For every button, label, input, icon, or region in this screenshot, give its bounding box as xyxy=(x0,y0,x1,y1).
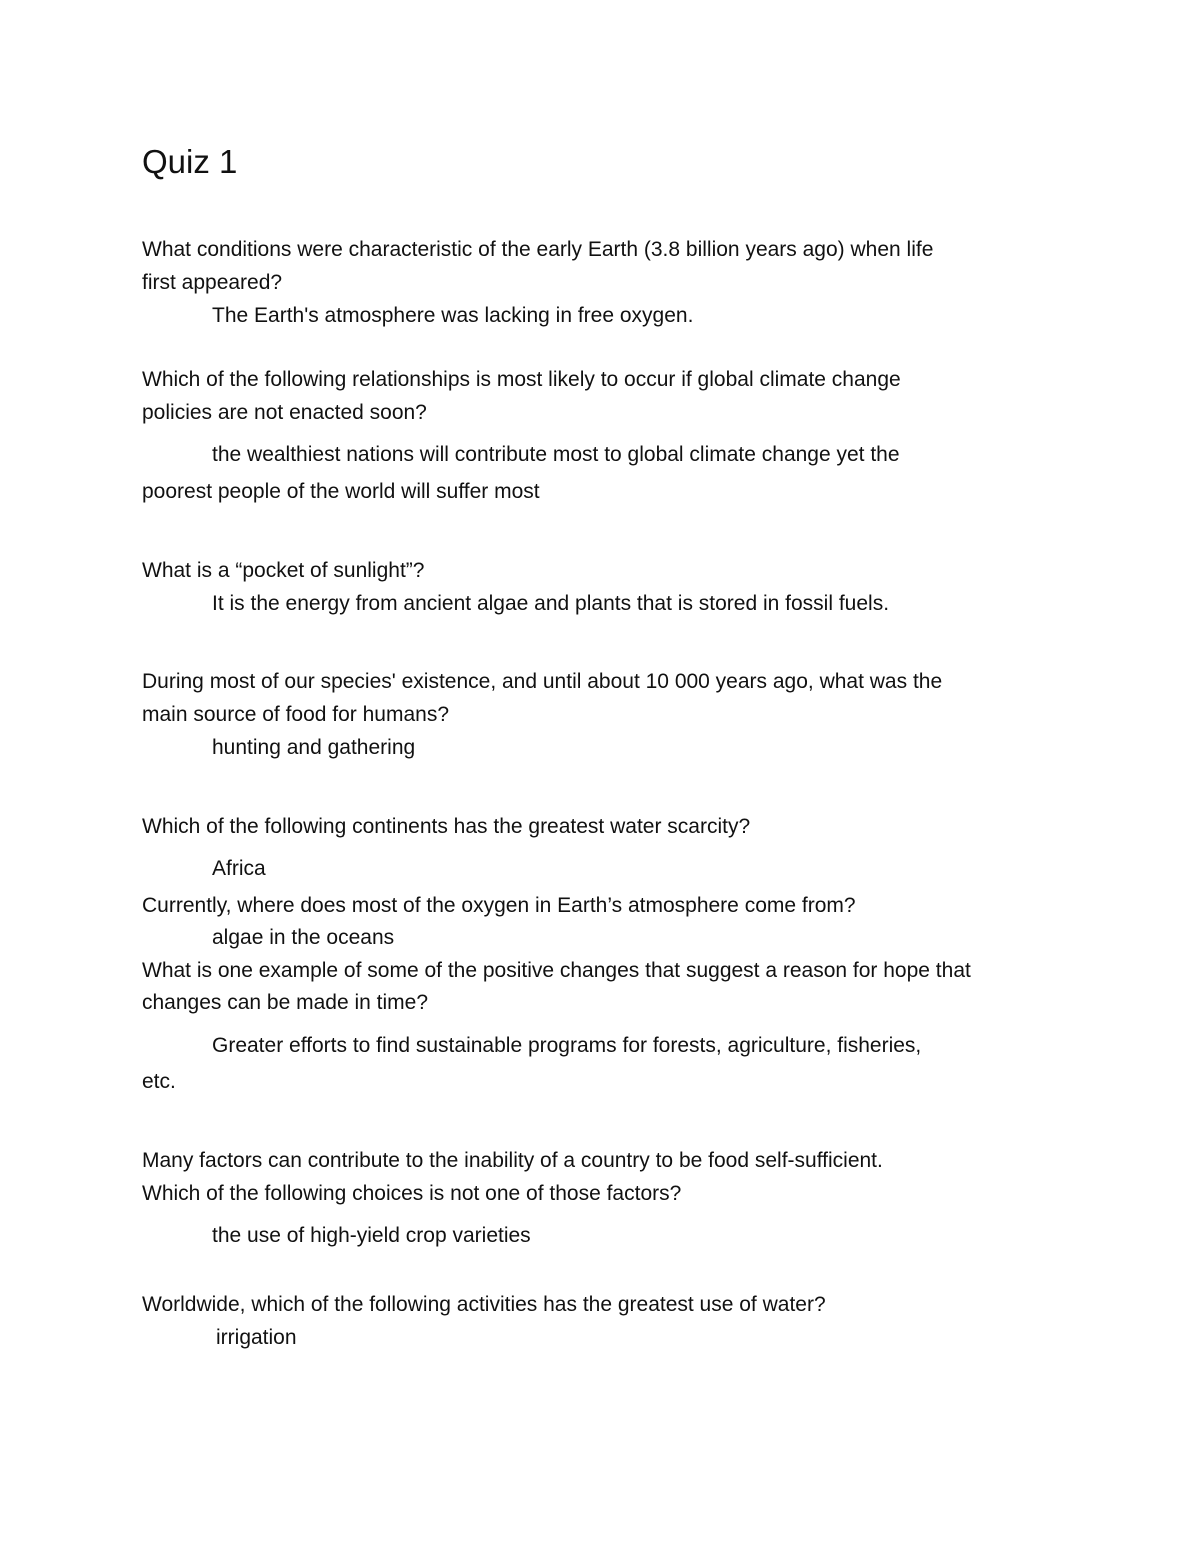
page-title: Quiz 1 xyxy=(142,143,238,180)
question-4-line-1: During most of our species' existence, and until about 10 000 years ago, what was the xyxy=(142,670,943,693)
answer-9: irrigation xyxy=(216,1326,297,1349)
answer-7-line-2: etc. xyxy=(142,1070,176,1093)
question-7-line-2: changes can be made in time? xyxy=(142,991,429,1014)
question-8-line-1: Many factors can contribute to the inability of a country to be food self-sufficient. xyxy=(142,1149,883,1172)
answer-2-line-2: poorest people of the world will suffer most xyxy=(142,480,540,503)
answer-1: The Earth's atmosphere was lacking in free oxygen. xyxy=(212,304,694,327)
answer-5: Africa xyxy=(212,857,266,880)
question-4-line-2: main source of food for humans? xyxy=(142,703,450,726)
question-9: Worldwide, which of the following activities has the greatest use of water? xyxy=(142,1293,826,1316)
question-2-line-2: policies are not enacted soon? xyxy=(142,401,427,424)
answer-3: It is the energy from ancient algae and plants that is stored in fossil fuels. xyxy=(212,592,890,615)
answer-6: algae in the oceans xyxy=(212,926,395,949)
question-7-line-1: What is one example of some of the positive changes that suggest a reason for hope that xyxy=(142,959,971,982)
answer-7-line-1: Greater efforts to find sustainable programs for forests, agriculture, fisheries, xyxy=(212,1034,922,1057)
answer-4: hunting and gathering xyxy=(212,736,416,759)
question-8-line-2: Which of the following choices is not one of those factors? xyxy=(142,1182,682,1205)
question-6: Currently, where does most of the oxygen in Earth’s atmosphere come from? xyxy=(142,894,856,917)
answer-8: the use of high-yield crop varieties xyxy=(212,1224,531,1247)
question-1-line-1: What conditions were characteristic of the early Earth (3.8 billion years ago) when life xyxy=(142,238,934,261)
question-5: Which of the following continents has the greatest water scarcity? xyxy=(142,815,751,838)
question-1-line-2: first appeared? xyxy=(142,271,283,294)
answer-2-line-1: the wealthiest nations will contribute most to global climate change yet the xyxy=(212,443,900,466)
question-3: What is a “pocket of sunlight”? xyxy=(142,559,425,582)
question-2-line-1: Which of the following relationships is most likely to occur if global climate change xyxy=(142,368,901,391)
